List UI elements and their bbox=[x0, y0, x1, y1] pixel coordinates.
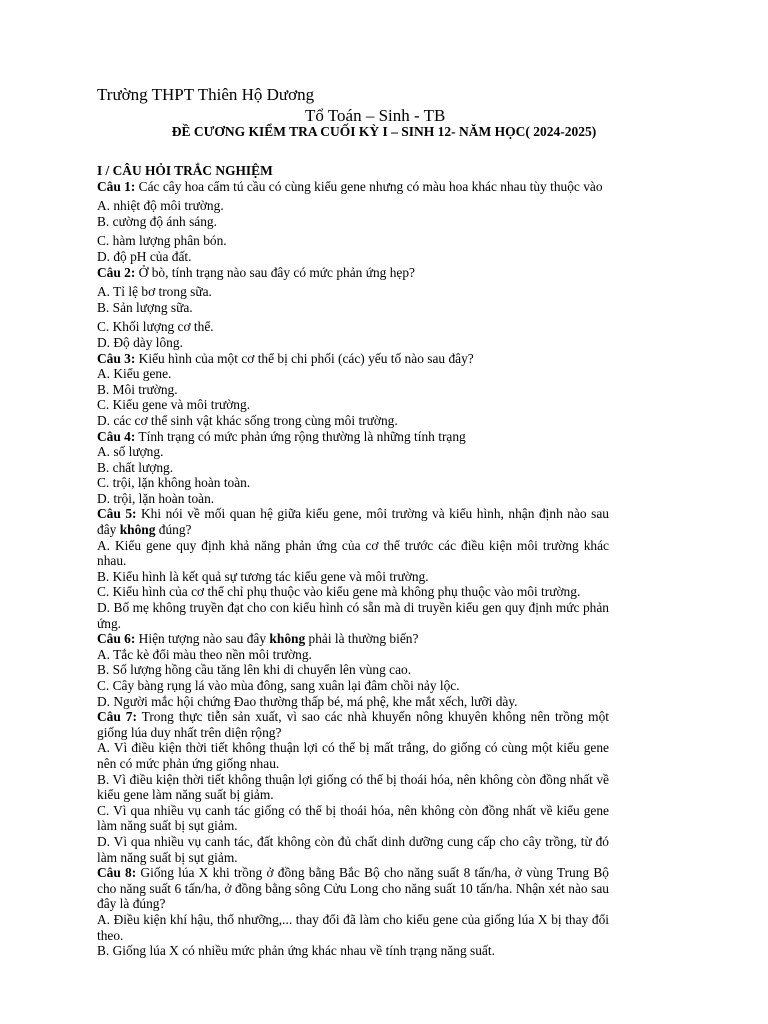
question-label: Câu 4: bbox=[97, 428, 136, 444]
question-7 bbox=[97, 709, 609, 865]
section-title: I / CÂU HỎI TRẮC NGHIỆM bbox=[97, 163, 273, 178]
document-title: ĐỀ CƯƠNG KIỂM TRA CUỐI KỲ I – SINH 12- NĂM HỌC( 2024-2025) bbox=[171, 124, 597, 139]
answer-option: C. Khối lượng cơ thể. bbox=[97, 319, 214, 335]
answer-option: D. Bố mẹ không truyền đạt cho con kiểu hình có sẵn mà di truyền kiểu gen quy định mức phản ứng. bbox=[97, 600, 609, 631]
answer-option: C. Kiểu hình của cơ thể chỉ phụ thuộc vào kiểu gene mà không phụ thuộc vào môi trường. bbox=[97, 584, 581, 600]
question-2 bbox=[97, 265, 609, 351]
answer-option: D. Vì qua nhiều vụ canh tác, đất không còn đủ chất dinh dưỡng cung cấp cho cây trồng, từ đó làm năng suất bị sụt giảm. bbox=[97, 833, 609, 865]
question-1 bbox=[97, 179, 609, 265]
answer-option: C. Vì qua nhiều vụ canh tác giống có thể bị thoái hóa, nên không còn đồng nhất về kiểu gene làm năng suất bị sụt giảm. bbox=[97, 802, 609, 834]
answer-option: A. số lượng. bbox=[97, 444, 164, 460]
department-name: Tổ Toán – Sinh - TB bbox=[305, 106, 446, 125]
answer-option: A. Kiểu gene. bbox=[97, 366, 172, 382]
question-label: Câu 6: bbox=[97, 631, 136, 647]
question-stem: Câu 2: Ở bò, tính trạng nào sau đây có mức phản ứng hẹp? bbox=[97, 264, 415, 280]
question-stem: Câu 1: Các cây hoa cẩm tú cầu có cùng kiểu gene nhưng có màu hoa khác nhau tùy thuộc vào bbox=[97, 178, 603, 194]
answer-option: C. hàm lượng phân bón. bbox=[97, 233, 227, 249]
answer-option: A. Điều kiện khí hậu, thổ nhưỡng,... thay đổi đã làm cho kiểu gene của giống lúa X bị thay đổi theo. bbox=[97, 911, 609, 943]
question-label: Câu 1: bbox=[97, 178, 136, 194]
answer-option: B. Sản lượng sữa. bbox=[97, 299, 193, 315]
question-label: Câu 3: bbox=[97, 350, 136, 366]
answer-option: B. Vì điều kiện thời tiết không thuận lợi giống có thể bị thoái hóa, nên không còn đồng nhất về kiểu gene làm năng suất bị giảm. bbox=[97, 771, 609, 803]
answer-option: B. Số lượng hồng cầu tăng lên khi di chuyển lên vùng cao. bbox=[97, 662, 412, 678]
question-stem: Câu 7: Trong thực tiễn sản xuất, vì sao các nhà khuyến nông khuyên không nên trồng một giống lúa duy nhất trên diện rộng? bbox=[97, 709, 609, 740]
question-5 bbox=[97, 506, 609, 631]
answer-option: D. độ pH của đất. bbox=[97, 248, 192, 264]
answer-option: C. Kiểu gene và môi trường. bbox=[97, 397, 251, 413]
answer-option: B. Môi trường. bbox=[97, 381, 178, 397]
school-name: Trường THPT Thiên Hộ Dương bbox=[97, 85, 315, 104]
question-stem: Câu 3: Kiểu hình của một cơ thể bị chi phối (các) yếu tố nào sau đây? bbox=[97, 350, 474, 366]
answer-option: B. Giống lúa X có nhiều mức phản ứng khác nhau về tính trạng năng suất. bbox=[97, 943, 495, 959]
question-stem: Câu 5: Khi nói về mối quan hệ giữa kiểu gene, môi trường và kiểu hình, nhận định nào sau đây không đúng? bbox=[97, 506, 609, 538]
answer-option: A. Vì điều kiện thời tiết không thuận lợi có thể bị mất trắng, do giống có cùng một kiểu gene nên có mức phản ứng giống nhau. bbox=[97, 740, 609, 771]
question-label: Câu 8: bbox=[97, 865, 137, 881]
answer-option: C. trội, lặn không hoàn toàn. bbox=[97, 475, 251, 491]
answer-option: B. chất lượng. bbox=[97, 459, 174, 475]
question-label: Câu 2: bbox=[97, 264, 136, 280]
answer-option: D. Người mắc hội chứng Đao thường thấp bé, má phệ, khe mắt xếch, lưỡi dày. bbox=[97, 693, 518, 709]
document-body bbox=[97, 163, 609, 959]
question-stem: Câu 8: Giống lúa X khi trồng ở đồng bằng Bắc Bộ cho năng suất 8 tấn/ha, ở vùng Trung Bộ cho năng suất 6 tấn/ha, ở đồng bằng sông Cửu Long cho năng suất 10 tấn/ha. Nhận xét nào sau đây là đúng? bbox=[97, 865, 609, 912]
question-label: Câu 5: bbox=[97, 506, 137, 522]
answer-option: A. Tỉ lệ bơ trong sữa. bbox=[97, 284, 212, 300]
question-label: Câu 7: bbox=[97, 709, 137, 725]
answer-option: A. nhiệt độ môi trường. bbox=[97, 198, 224, 214]
question-stem: Câu 4: Tính trạng có mức phản ứng rộng thường là những tính trạng bbox=[97, 428, 466, 444]
question-8 bbox=[97, 865, 609, 959]
answer-option: D. trội, lặn hoàn toàn. bbox=[97, 490, 215, 506]
question-3 bbox=[97, 351, 609, 429]
answer-option: A. Kiểu gene quy định khả năng phản ứng của cơ thể trước các điều kiện môi trường khác nhau. bbox=[97, 537, 609, 569]
answer-option: B. cường độ ánh sáng. bbox=[97, 213, 217, 229]
question-6 bbox=[97, 631, 609, 709]
answer-option: D. Độ dày lông. bbox=[97, 334, 183, 350]
answer-option: C. Cây bàng rụng lá vào mùa đông, sang xuân lại đâm chồi nảy lộc. bbox=[97, 678, 460, 693]
question-stem: Câu 6: Hiện tượng nào sau đây không phải là thường biến? bbox=[97, 631, 419, 647]
answer-option: A. Tắc kè đổi màu theo nền môi trường. bbox=[97, 646, 312, 662]
answer-option: D. các cơ thể sinh vật khác sống trong cùng môi trường. bbox=[97, 412, 398, 428]
question-4 bbox=[97, 429, 609, 507]
answer-option: B. Kiểu hình là kết quả sự tương tác kiểu gene và môi trường. bbox=[97, 568, 429, 584]
